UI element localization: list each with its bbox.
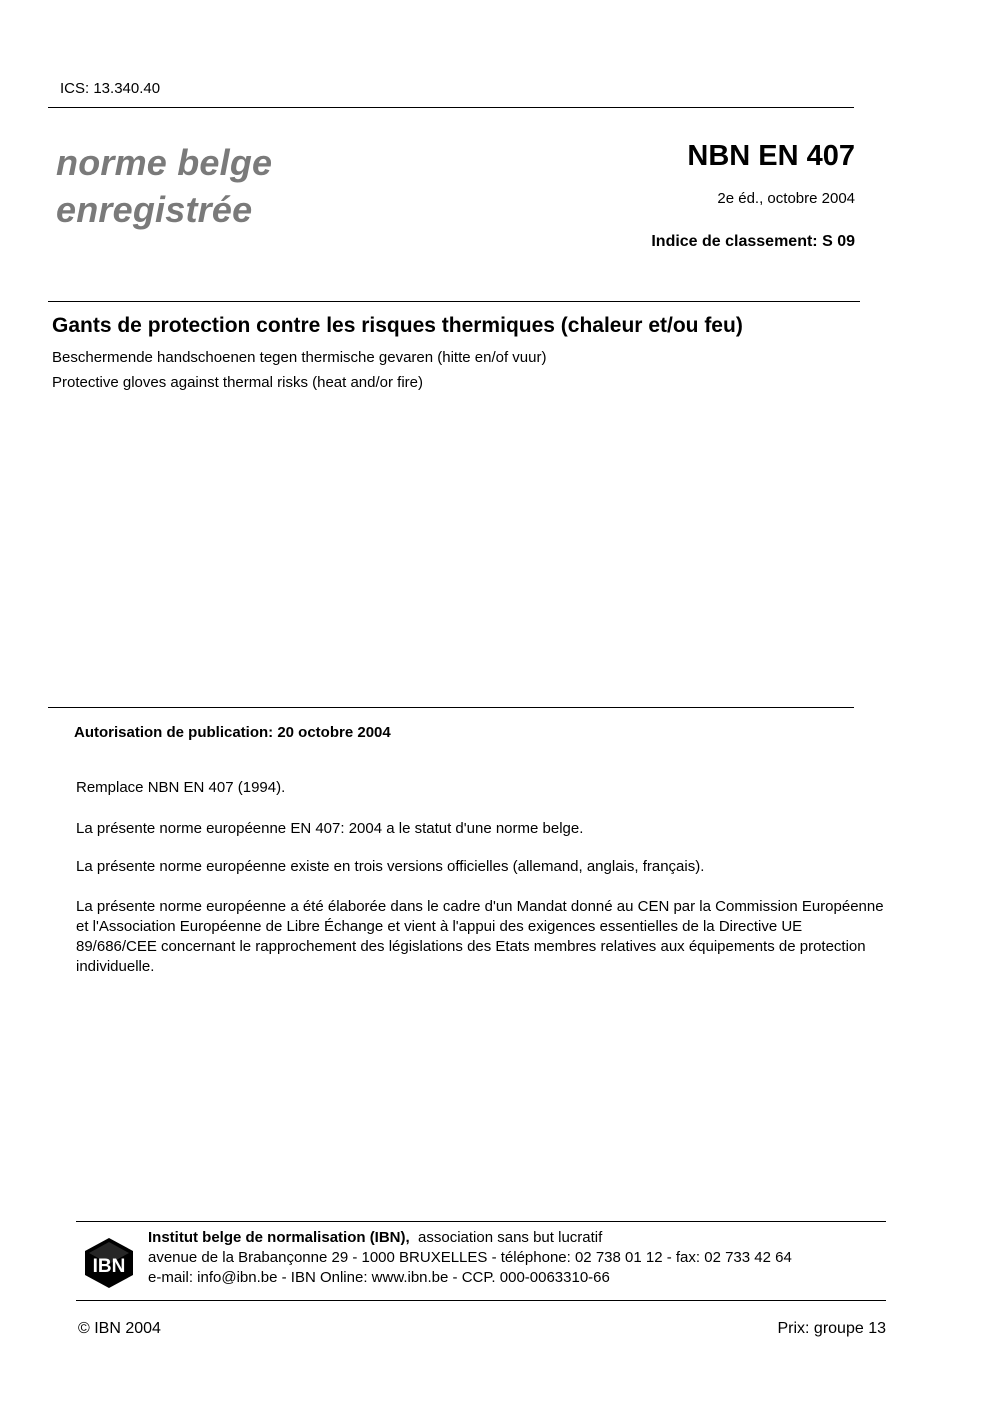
institute-line: [148, 1228, 792, 1248]
footer-institute-block: [148, 1228, 792, 1288]
institute-contact: e-mail: info@ibn.be - IBN Online: www.ibn.be - CCP. 000-0063310-66: [148, 1269, 610, 1286]
body-divider: [48, 707, 854, 708]
publication-authorization: Autorisation de publication: 20 octobre 2004: [74, 724, 391, 741]
paragraph-versions: La présente norme européenne existe en trois versions officielles (allemand, anglais, français).: [76, 858, 705, 875]
ibn-logo-text: IBN: [92, 1256, 126, 1277]
classification-index: Indice de classement: S 09: [651, 233, 855, 250]
paragraph-status: La présente norme européenne EN 407: 2004 a le statut d'une norme belge.: [76, 820, 584, 837]
standard-number: NBN EN 407: [687, 140, 855, 172]
ibn-logo: [84, 1237, 134, 1289]
ics-code: ICS: 13.340.40: [60, 80, 161, 97]
title-divider: [48, 301, 860, 302]
footer-bottom-divider: [76, 1300, 886, 1301]
footer-top-divider: [76, 1221, 886, 1222]
brand-line-2: enregistrée: [56, 189, 253, 230]
institute-address: avenue de la Brabançonne 29 - 1000 BRUXELLES - téléphone: 02 738 01 12 - fax: 02 733 42 64: [148, 1249, 792, 1266]
institute-description: association sans but lucratif: [418, 1229, 603, 1246]
paragraph-mandate: La présente norme européenne a été élaborée dans le cadre d'un Mandat donné au CEN par la Commission Européenne et l'Association Européenne de Libre Échange et vient à l'appui des exigences essentielles de la Directive UE 89/686/CEE concernant le rapprochement des législations des Etats membres relatives aux équipements de protection individuelle.: [76, 898, 884, 975]
title-english: Protective gloves against thermal risks (heat and/or fire): [52, 374, 423, 391]
institute-name: Institut belge de normalisation (IBN),: [148, 1229, 410, 1246]
edition-date: 2e éd., octobre 2004: [717, 190, 855, 207]
paragraph-replaces: Remplace NBN EN 407 (1994).: [76, 779, 286, 796]
title-dutch: Beschermende handschoenen tegen thermische gevaren (hitte en/of vuur): [52, 349, 547, 366]
title-french: Gants de protection contre les risques thermiques (chaleur et/ou feu): [52, 314, 743, 337]
top-divider: [48, 107, 854, 108]
price-group: Prix: groupe 13: [777, 1320, 886, 1337]
copyright: © IBN 2004: [78, 1320, 161, 1337]
brand-line-1: norme belge: [56, 142, 273, 183]
